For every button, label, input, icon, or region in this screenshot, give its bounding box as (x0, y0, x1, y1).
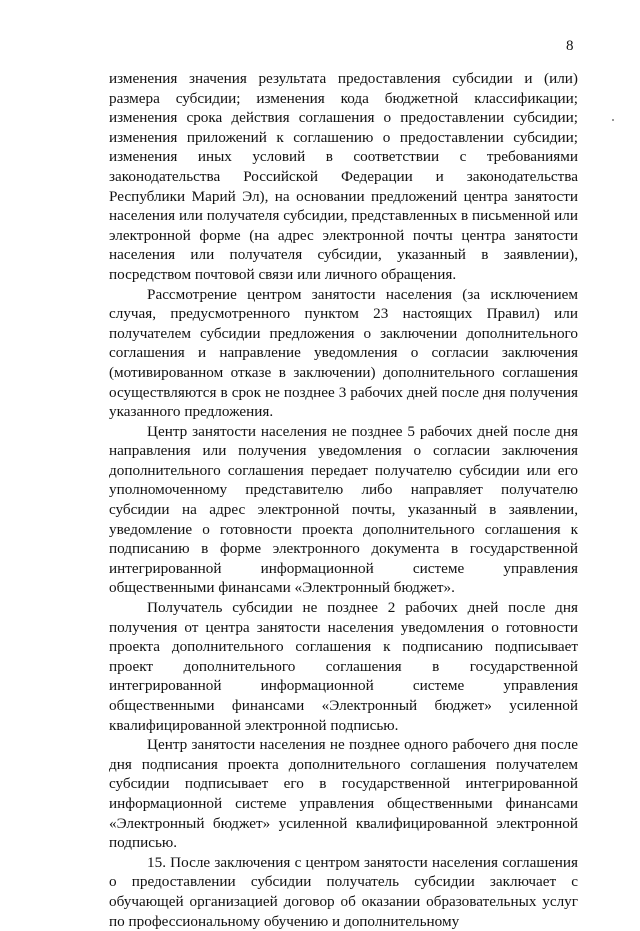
paragraph-recipient-signing: Получатель субсидии не позднее 2 рабочих дней после дня получения от центра занятости населения уведомления о готовности проекта дополнительного соглашения к подписанию подписывает проект дополнительного соглашения в государственной интегрированной информационной системе управления общественными финансами «Электронный бюджет» усиленной квалифицированной электронной подписью. (109, 599, 578, 734)
scan-speck (612, 119, 614, 121)
body-text (109, 69, 578, 931)
paragraph-continuation: изменения значения результата предоставления субсидии и (или) размера субсидии; изменения кода бюджетной классификации; изменения срока действия соглашения о предоставлении субсидии; изменения приложений к соглашению о предоставлении субсидии; изменения иных условий в соответствии с требованиями законодательства Российской Федерации и законодательства Республики Марий Эл), на основании предложений центра занятости населения или получателя субсидии, представленных в письменной или электронной форме (на адрес электронной почты центра занятости населения или получателя субсидии, указанный в заявлении), посредством почтовой связи или личного обращения. (109, 70, 578, 283)
paragraph-item-15: 15. После заключения с центром занятости населения соглашения о предоставлении субсидии получатель субсидии заключает с обучающей организацией договор об оказании образовательных услуг по профессиональному обучению и дополнительному (109, 853, 578, 930)
paragraph-center-signing: Центр занятости населения не позднее одного рабочего дня после дня подписания проекта дополнительного соглашения получателем субсидии подписывает его в государственной интегрированной информационной системе управления общественными финансами «Электронный бюджет» усиленной квалифицированной электронной подписью. (109, 736, 578, 852)
paragraph-review: Рассмотрение центром занятости населения (за исключением случая, предусмотренного пунктом 23 настоящих Правил) или получателем субсидии предложения о заключении дополнительного соглашения и направление уведомления о согласии заключения (мотивированном отказе в заключении) дополнительного соглашения осуществляются в срок не позднее 3 рабочих дней после дня получения указанного предложения. (109, 285, 578, 421)
paragraph-notification: Центр занятости населения не позднее 5 рабочих дней после дня направления или получения уведомления о согласии заключения дополнительного соглашения передает получателю субсидии или его уполномоченному представителю либо направляет получателю субсидии на адрес электронной почты, указанный в заявлении, уведомление о готовности проекта дополнительного соглашения к подписанию в форме электронного документа в государственной интегрированной информационной системе управления общественными финансами «Электронный бюджет». (109, 422, 578, 597)
page-number: 8 (566, 38, 574, 54)
